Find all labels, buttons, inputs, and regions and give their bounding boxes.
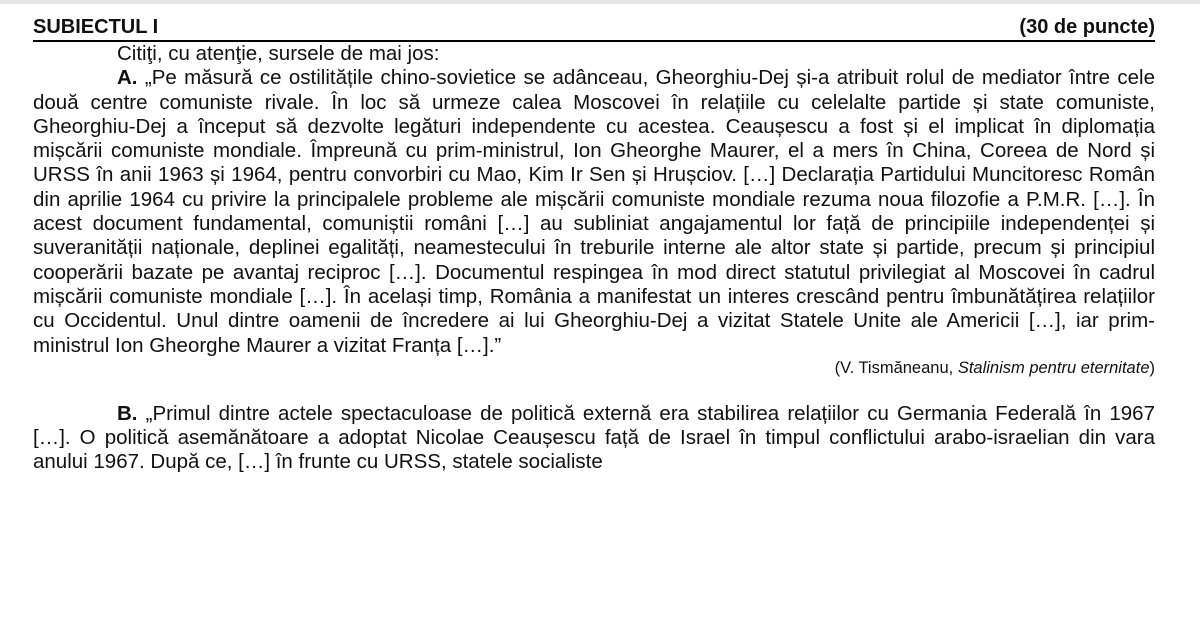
- source-b-paragraph: [33, 402, 1155, 475]
- section-header: [33, 14, 1155, 42]
- section-points: (30 de puncte): [1019, 15, 1155, 38]
- source-a-paragraph: [33, 66, 1155, 358]
- source-a-citation: (V. Tismăneanu, Stalinism pentru eternitate): [834, 358, 1155, 377]
- source-b-label: B.: [117, 401, 138, 425]
- source-b-text: „Primul dintre actele spectaculoase de politică externă era stabilirea relațiilor cu Germania Federală în 1967 […]. O politică asemănătoare a adoptat Nicolae Ceaușescu față de Israel în timpul conflictului arabo-israelian din vara anului 1967. După ce, […] în frunte cu URSS, statele socialiste: [33, 401, 1155, 474]
- document-page: [33, 14, 1155, 475]
- section-title: SUBIECTUL I: [33, 15, 159, 38]
- instruction-text: Citiţi, cu atenţie, sursele de mai jos:: [117, 42, 440, 65]
- source-a-text: „Pe măsură ce ostilitățile chino-sovietice se adânceau, Gheorghiu-Dej și-a atribuit rolul de mediator între cele două centre comuniste rivale. În loc să urmeze calea Moscovei în relațiile cu celelalte partide și state comuniste, Gheorghiu-Dej a început să dezvolte legături independente cu acestea. Ceaușescu a fost și el implicat în diplomația mișcării comuniste mondiale. Împreună cu prim-ministrul, Ion Gheorghe Maurer, el a mers în China, Coreea de Nord și URSS în anii 1963 și 1964, pentru convorbiri cu Mao, Kim Ir Sen și Hrușciov. […] Declarația Partidului Muncitoresc Român din aprilie 1964 cu privire la principalele probleme ale mișcării comuniste mondiale rezuma noua filozofie a P.M.R. […]. În acest document fundamental, comuniștii români […] au subliniat angajamentul lor față de principiile independenței și suveranității naționale, deplinei egalități, neamestecului în treburile interne ale altor state și partide, precum și principiul cooperării bazate pe avantaj reciproc […]. Documentul respingea în mod direct statutul privilegiat al Moscovei în cadrul mișcării comuniste mondiale […]. În același timp, România a manifestat un interes crescând pentru îmbunătățirea relațiilor cu Occidentul. Unul dintre oamenii de încredere ai lui Gheorghiu-Dej a vizitat Statele Unite ale Americii […], iar prim-ministrul Ion Gheorghe Maurer a vizitat Franța […].”: [33, 66, 1156, 357]
- top-border: [0, 0, 1200, 4]
- citation-work-title: Stalinism pentru eternitate: [957, 358, 1150, 377]
- source-a-label: A.: [117, 66, 138, 90]
